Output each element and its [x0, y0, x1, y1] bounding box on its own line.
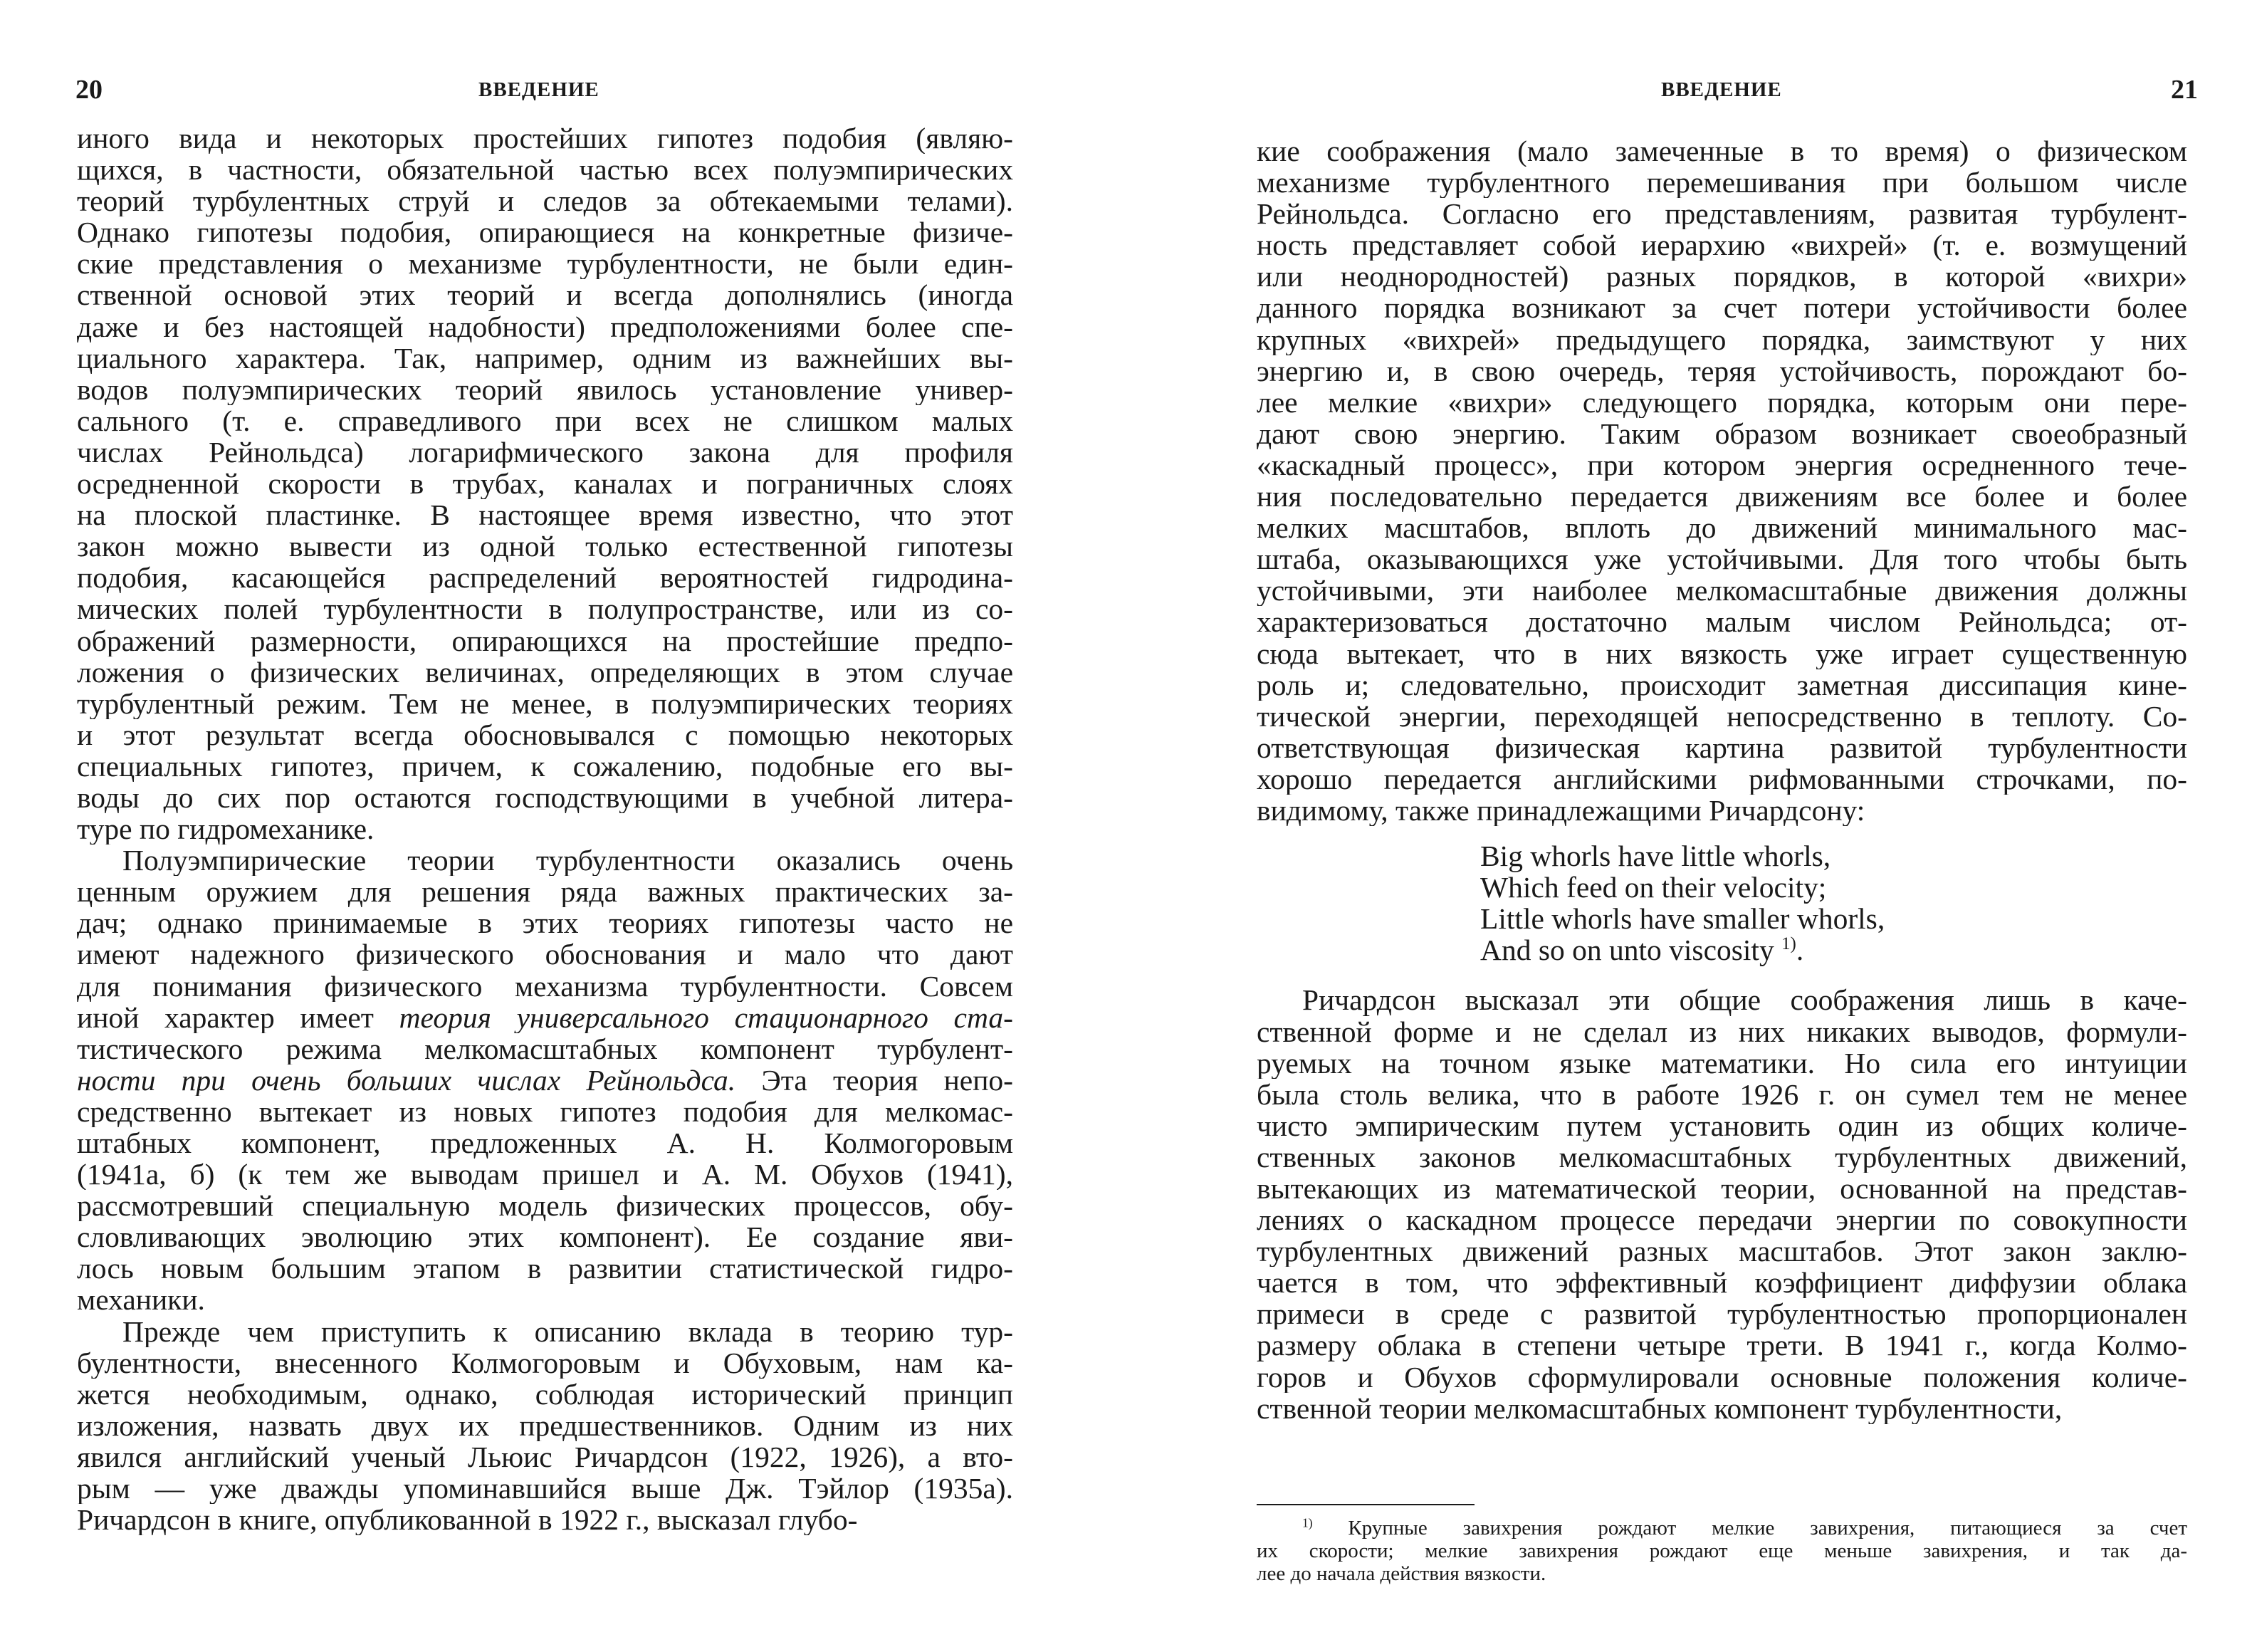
- paragraph: [77, 1316, 1013, 1536]
- text-line: «каскадный процесс», при котором энергия осредненного тече-: [1257, 449, 2187, 481]
- text-line: размеру облака в степени четыре трети. В 1941 г., когда Колмо-: [1257, 1329, 2187, 1361]
- footnote: [1257, 1517, 2187, 1585]
- text-line: средственно вытекает из новых гипотез подобия для мелкомас-: [77, 1095, 1013, 1127]
- text-line: штабных компонент, предложенных А. Н. Колмогоровым: [77, 1127, 1013, 1159]
- text-line: щихся, в частности, обязательной частью всех полуэмпирических: [77, 154, 1013, 186]
- text-line: ности при очень больших числах Рейнольдса. Эта теория непо-: [77, 1064, 1013, 1096]
- text-line: туре по гидромеханике.: [77, 813, 375, 845]
- text-line: механизме турбулентного перемешивания при большом числе: [1257, 167, 2187, 199]
- text-line: сюда вытекает, что в них вязкость уже играет существенную: [1257, 637, 2187, 669]
- text-line: для понимания физического механизма турбулентности. Совсем: [77, 970, 1013, 1002]
- text-line: турбулентный режим. Тем не менее, в полуэмпирических теориях: [77, 687, 1013, 719]
- footnote-rule: [1257, 1504, 1475, 1505]
- text-line: Полуэмпирические теории турбулентности оказались очень: [122, 845, 1013, 877]
- text-line: чается в том, что эффективный коэффициент диффузии облака: [1257, 1267, 2187, 1299]
- text-line: специальных гипотез, причем, к сожалению, подобные его вы-: [77, 750, 1013, 782]
- text-line: ственной форме и не сделал из них никаких выводов, формули-: [1257, 1015, 2187, 1047]
- text-line: штаба, оказывающихся уже устойчивыми. Для того чтобы быть: [1257, 543, 2187, 575]
- text-line: механики.: [77, 1284, 205, 1316]
- text-line: роль и; следовательно, происходит заметная диссипация кине-: [1257, 669, 2187, 701]
- text-line: руемых на точном языке математики. Но сила его интуиции: [1257, 1047, 2187, 1079]
- text-line: даже и без настоящей надобности) предположениями более спе-: [77, 310, 1013, 343]
- paragraph: [1257, 135, 2187, 826]
- text-line: лось новым большим этапом в развитии статистической гидро-: [77, 1253, 1013, 1285]
- text-line: ские представления о механизме турбулентности, не были един-: [77, 248, 1013, 280]
- text-line: ственной основой этих теорий и всегда дополнялись (иногда: [77, 279, 1013, 311]
- text-line: циального характера. Так, например, одним из важнейших вы-: [77, 342, 1013, 374]
- poem-line: And so on unto viscosity $^{1)}$.: [1480, 934, 1804, 967]
- text-line: вытекающих из математической теории, основанной на представ-: [1257, 1173, 2187, 1205]
- text-line: имеют надежного физического обоснования и мало что дают: [77, 939, 1013, 971]
- text-line: ность представляет собой иерархию «вихрей» (т. е. возмущений: [1257, 229, 2187, 261]
- running-head: ВВЕДЕНИЕ: [1661, 78, 1782, 101]
- footnote-line: их скорости; мелкие завихрения рождают еще меньше завихрения, и так да-: [1257, 1539, 2187, 1562]
- text-line: дают свою энергию. Таким образом возникает своеобразный: [1257, 417, 2187, 449]
- right-page: [1126, 0, 2252, 1652]
- text-line: устойчивыми, эти наиболее мелкомасштабные движения должны: [1257, 575, 2187, 607]
- body-text: [77, 122, 1013, 1535]
- text-line: иного вида и некоторых простейших гипотез подобия (являю-: [77, 122, 1013, 155]
- text-line: кие соображения (мало замеченные в то время) о физическом: [1257, 135, 2187, 167]
- text-line: крупных «вихрей» предыдущего порядка, заимствуют у них: [1257, 323, 2187, 355]
- text-line: чисто эмпирическим путем установить один из общих количе-: [1257, 1109, 2187, 1141]
- text-line: теорий турбулентных струй и следов за обтекаемыми телами).: [77, 185, 1013, 217]
- running-head: ВВЕДЕНИЕ: [478, 78, 599, 101]
- text-line: словливающих эволюцию этих компонент). Ее создание яви-: [77, 1221, 1013, 1253]
- paragraph: [1257, 984, 2187, 1423]
- text-line: Ричардсон высказал эти общие соображения лишь в каче-: [1302, 984, 2187, 1016]
- text-line: мелких масштабов, вплоть до движений минимального мас-: [1257, 512, 2187, 544]
- footnote-line: $^{1)}$ Крупные завихрения рождают мелкие завихрения, питающиеся за счет: [1302, 1515, 2187, 1539]
- paragraph: [77, 122, 1013, 845]
- text-line: закон можно вывести из одной только естественной гипотезы: [77, 530, 1013, 563]
- text-line: на плоской пластинке. В настоящее время известно, что этот: [77, 499, 1013, 531]
- text-line: Ричардсон в книге, опубликованной в 1922 г., высказал глубо-: [77, 1504, 858, 1536]
- text-line: ния последовательно передается движениям все более и более: [1257, 481, 2187, 513]
- text-line: видимому, также принадлежащими Ричардсону:: [1257, 794, 1865, 827]
- text-line: Однако гипотезы подобия, опирающиеся на конкретные физиче-: [77, 216, 1013, 249]
- text-line: числах Рейнольдса) логарифмического закона для профиля: [77, 436, 1013, 469]
- paragraph: [77, 845, 1013, 1315]
- text-line: сального (т. е. справедливого при всех не слишком малых: [77, 404, 1013, 436]
- text-line: примеси в среде с развитой турбулентностью пропорционален: [1257, 1298, 2187, 1330]
- text-line: ложения о физических величинах, определяющих в этом случае: [77, 656, 1013, 688]
- text-line: тистического режима мелкомасштабных компонент турбулент-: [77, 1032, 1013, 1065]
- poem-line: Which feed on their velocity;: [1480, 871, 1827, 904]
- text-before-poem: [1257, 135, 2187, 826]
- text-line: энергию и, в свою очередь, теряя устойчивость, порождают бо-: [1257, 355, 2187, 387]
- text-line: и этот результат всегда обосновывался с помощью некоторых: [77, 718, 1013, 751]
- page-number: 20: [75, 75, 103, 105]
- text-line: лениях о каскадном процессе передачи энергии по совокупности: [1257, 1204, 2187, 1236]
- text-line: характеризоваться достаточно малым числом Рейнольдса; от-: [1257, 606, 2187, 638]
- text-line: явился английский ученый Льюис Ричардсон (1922, 1926), а вто-: [77, 1441, 1013, 1473]
- text-line: изложения, назвать двух их предшественников. Одним из них: [77, 1409, 1013, 1441]
- text-line: Прежде чем приступить к описанию вклада в теорию тур-: [122, 1315, 1013, 1347]
- footnote-line: лее до начала действия вязкости.: [1257, 1562, 1546, 1585]
- text-line: мических полей турбулентности в полупространстве, или из со-: [77, 593, 1013, 625]
- text-line: рым — уже дважды упоминавшийся выше Дж. Тэйлор (1935а).: [77, 1473, 1013, 1505]
- text-line: булентности, внесенного Колмогоровым и Обуховым, нам ка-: [77, 1347, 1013, 1379]
- text-line: дач; однако принимаемые в этих теориях гипотезы часто не: [77, 907, 1013, 939]
- poem: [1480, 840, 2187, 966]
- poem-line-text: And so on unto viscosity: [1480, 934, 1774, 967]
- text-line: (1941а, б) (к тем же выводам пришел и А. М. Обухов (1941),: [77, 1159, 1013, 1191]
- text-line: осредненной скорости в трубах, каналах и пограничных слоях: [77, 468, 1013, 500]
- text-line: турбулентных движений разных масштабов. Этот закон заклю-: [1257, 1235, 2187, 1267]
- footnote-marker: 1): [1781, 934, 1796, 954]
- text-line: Рейнольдса. Согласно его представлениям, развитая турбулент-: [1257, 198, 2187, 230]
- page-number: 21: [2171, 75, 2198, 105]
- text-line: воды до сих пор остаются господствующими в учебной литера-: [77, 781, 1013, 814]
- text-line: иной характер имеет теория универсального стационарного ста-: [77, 1001, 1013, 1033]
- poem-line: Big whorls have little whorls,: [1480, 840, 1831, 873]
- text-line: ственных законов мелкомасштабных турбулентных движений,: [1257, 1141, 2187, 1173]
- text-after-poem: [1257, 984, 2187, 1423]
- text-line: ображений размерности, опирающихся на простейшие предпо-: [77, 624, 1013, 657]
- text-line: или неоднородностей) разных порядков, в которой «вихри»: [1257, 261, 2187, 293]
- text-line: ственной теории мелкомасштабных компонент турбулентности,: [1257, 1392, 2063, 1424]
- text-line: ценным оружием для решения ряда важных практических за-: [77, 876, 1013, 908]
- text-line: данного порядка возникают за счет потери устойчивости более: [1257, 292, 2187, 324]
- poem-line: Little whorls have smaller whorls,: [1480, 902, 1885, 936]
- text-line: рассмотревший специальную модель физических процессов, обу-: [77, 1190, 1013, 1222]
- text-line: тической энергии, переходящей непосредственно в теплоту. Со-: [1257, 700, 2187, 732]
- body-text: [1257, 135, 2187, 1424]
- text-line: горов и Обухов сформулировали основные положения количе-: [1257, 1361, 2187, 1393]
- text-line: хорошо передается английскими рифмованными строчками, по-: [1257, 763, 2187, 795]
- text-line: подобия, касающейся распределений вероятностей гидродина-: [77, 562, 1013, 594]
- text-line: была столь велика, что в работе 1926 г. он сумел тем не менее: [1257, 1078, 2187, 1110]
- text-line: водов полуэмпирических теорий явилось установление универ-: [77, 373, 1013, 405]
- text-line: лее мелкие «вихри» следующего порядка, которым они пере-: [1257, 386, 2187, 418]
- text-line: жется необходимым, однако, соблюдая исторический принцип: [77, 1378, 1013, 1410]
- text-line: ответствующая физическая картина развитой турбулентности: [1257, 731, 2187, 763]
